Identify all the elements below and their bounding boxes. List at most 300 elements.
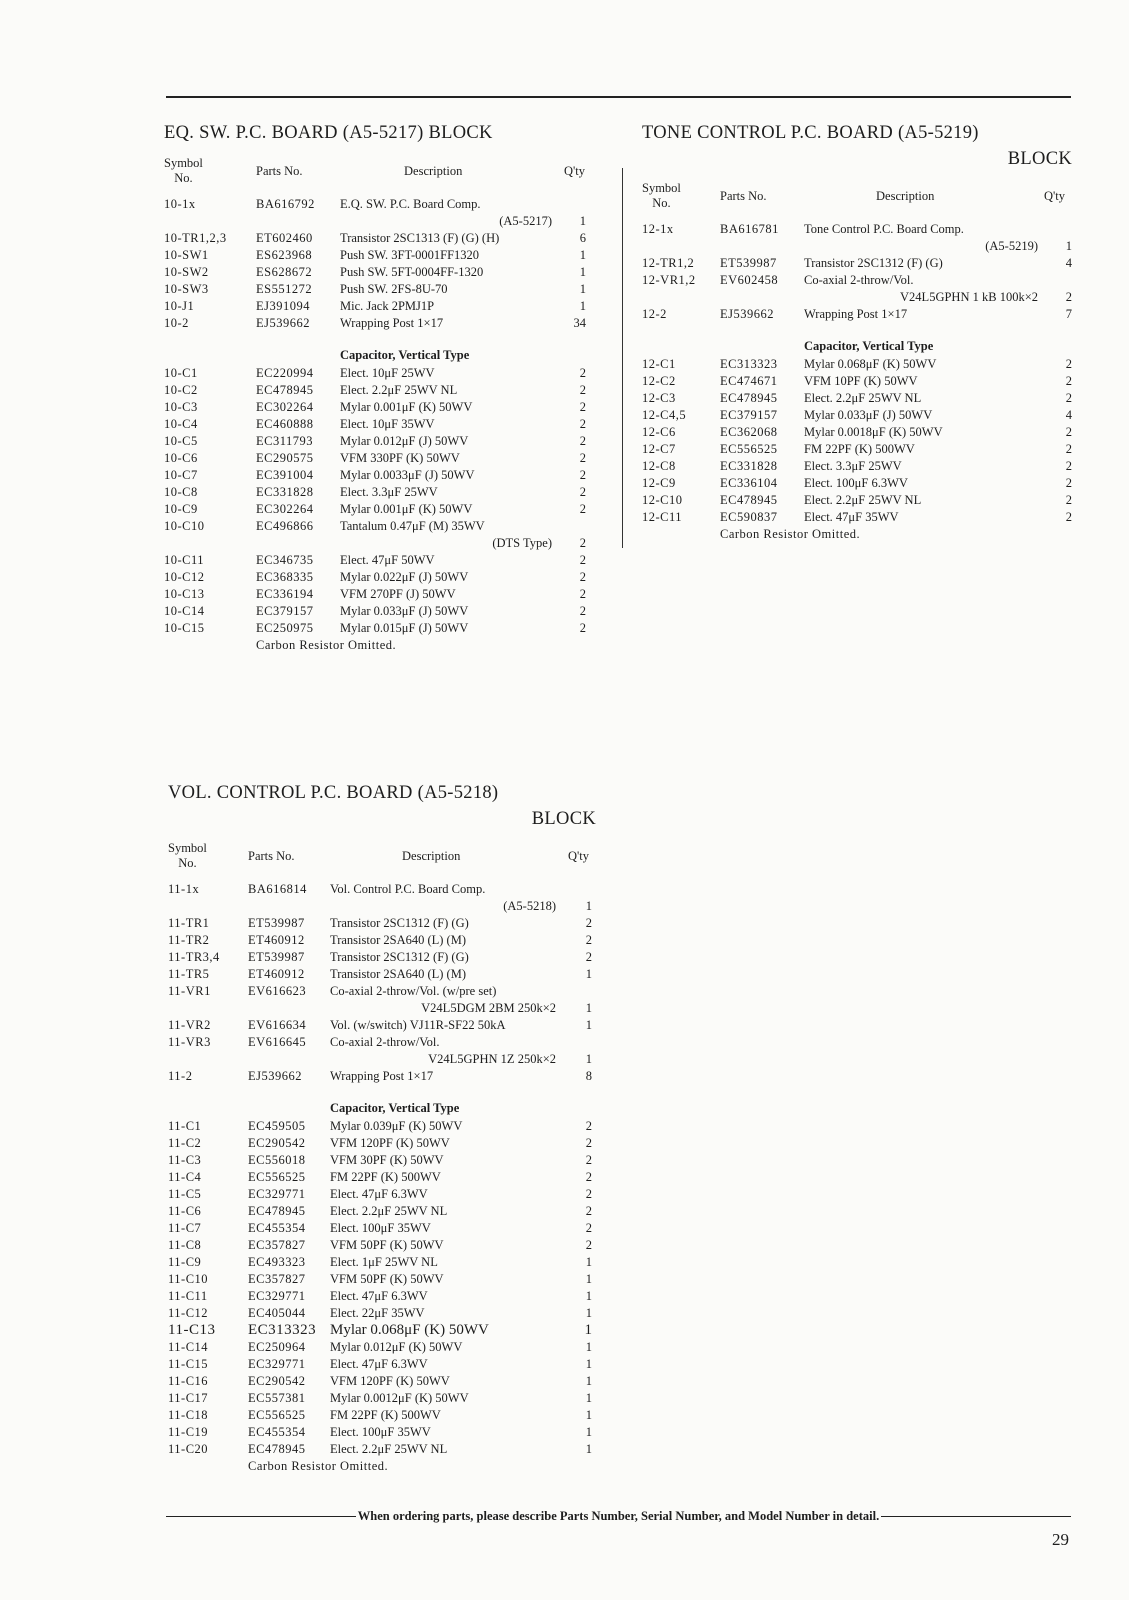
parts-row [164,281,592,298]
symbol-no: 10-C3 [164,400,198,414]
symbol-no: 12-C11 [642,510,683,524]
parts-row [168,1203,596,1220]
parts-row [168,915,596,932]
description: Push SW. 5FT-0004FF-1320 [340,265,484,279]
quantity: 1 [579,299,586,313]
description: (A5-5217) [499,214,552,228]
quantity: 2 [1065,493,1072,507]
parts-no: ET539987 [720,256,777,270]
parts-no: EC346735 [256,553,314,567]
parts-no: ES623968 [256,248,313,262]
quantity: 1 [579,248,586,262]
description: Elect. 1μF 25WV NL [330,1255,438,1269]
quantity: 2 [1065,357,1072,371]
quantity: 2 [579,587,586,601]
symbol-no: 10-2 [164,316,189,330]
symbol-no: 10-SW1 [164,248,209,262]
symbol-no: 11-TR5 [168,967,210,981]
description: Wrapping Post 1×17 [330,1069,434,1083]
parts-no: EC478945 [248,1204,306,1218]
parts-no: EC379157 [720,408,778,422]
parts-row [164,399,592,416]
parts-no: EC250964 [248,1340,306,1354]
subheading-text: Capacitor, Vertical Type [804,339,934,353]
quantity: 2 [585,1136,592,1150]
parts-row [168,1068,596,1085]
parts-list [168,879,596,1475]
parts-row [168,1288,596,1305]
description: Mylar 0.0018μF (K) 50WV [804,425,943,439]
parts-row [642,407,1072,424]
symbol-header: Symbol No. [168,841,207,870]
quantity: 1 [585,899,592,913]
parts-row [164,196,592,213]
quantity: 2 [579,502,586,516]
symbol-no: 11-C6 [168,1204,202,1218]
parts-row [642,373,1072,390]
parts-row-continued [642,526,1072,543]
qty-header: Q'ty [564,164,586,178]
description: Mylar 0.033μF (J) 50WV [340,604,469,618]
description: FM 22PF (K) 500WV [330,1408,441,1422]
description: Elect. 47μF 35WV [804,510,899,524]
quantity: 34 [573,316,586,330]
parts-row [164,467,592,484]
description-header: Description [402,849,461,863]
parts-row [168,1373,596,1390]
parts-row [642,255,1072,272]
parts-no: EC368335 [256,570,314,584]
column-header [168,841,596,879]
symbol-no: 11-C16 [168,1374,209,1388]
description-header: Description [876,189,935,203]
description: VFM 270PF (J) 50WV [340,587,456,601]
parts-no: EV616645 [248,1035,307,1049]
description: (A5-5219) [985,239,1038,253]
parts-no: EC329771 [248,1357,306,1371]
quantity: 1 [585,1272,592,1286]
description: VFM 10PF (K) 50WV [804,374,918,388]
quantity: 1 [585,1357,592,1371]
quantity: 1 [585,1289,592,1303]
parts-no: EC405044 [248,1306,306,1320]
description: Elect. 100μF 6.3WV [804,476,908,490]
symbol-no: 11-TR1 [168,916,210,930]
block-title: TONE CONTROL P.C. BOARD (A5-5219) [642,123,979,143]
description: Transistor 2SC1312 (F) (G) [330,916,469,930]
description: Vol. Control P.C. Board Comp. [330,882,486,896]
quantity: 2 [579,621,586,635]
description: V24L5GPHN 1Z 250k×2 [428,1052,556,1066]
description: Mylar 0.033μF (J) 50WV [804,408,933,422]
parts-list [642,219,1072,543]
quantity: 2 [585,916,592,930]
symbol-no: 11-VR2 [168,1018,211,1032]
description: VFM 50PF (K) 50WV [330,1272,444,1286]
symbol-no: 10-C5 [164,434,198,448]
quantity: 1 [585,1306,592,1320]
symbol-no: 11-C8 [168,1238,202,1252]
parts-no: ET539987 [248,916,305,930]
parts-row [168,1135,596,1152]
quantity: 2 [585,1170,592,1184]
parts-row [642,492,1072,509]
tone-control-board-block [642,120,1072,543]
quantity: 7 [1065,307,1072,321]
quantity: 2 [579,451,586,465]
parts-row [168,1339,596,1356]
symbol-no: 10-C6 [164,451,198,465]
quantity: 1 [585,967,592,981]
subheading-text: Capacitor, Vertical Type [340,348,470,362]
symbol-no: 12-C2 [642,374,676,388]
symbol-no: 12-C10 [642,493,683,507]
parts-no: BA616814 [248,882,307,896]
parts-no: EC556525 [248,1408,306,1422]
description: Mic. Jack 2PMJ1P [340,299,435,313]
description: Elect. 10μF 25WV [340,366,435,380]
symbol-no: 12-C9 [642,476,676,490]
symbol-no: 12-C8 [642,459,676,473]
parts-header: Parts No. [248,849,295,863]
quantity: 2 [585,1238,592,1252]
quantity: 8 [585,1069,592,1083]
block-title: EQ. SW. P.C. BOARD (A5-5217) BLOCK [164,123,493,143]
parts-header: Parts No. [256,164,303,178]
parts-row [642,509,1072,526]
parts-row [168,1220,596,1237]
description: Elect. 2.2μF 25WV NL [330,1204,448,1218]
description: Wrapping Post 1×17 [340,316,444,330]
parts-row [642,458,1072,475]
ordering-note-text: When ordering parts, please describe Parts Number, Serial Number, and Model Number in detail. [357,1508,880,1523]
footer-rule-left [166,1516,356,1517]
parts-row [164,552,592,569]
qty-header: Q'ty [568,849,590,863]
parts-no: EC455354 [248,1425,306,1439]
ordering-note [166,1506,1071,1526]
quantity: 1 [585,1340,592,1354]
quantity: 2 [1065,476,1072,490]
parts-no: EC311793 [256,434,314,448]
parts-no: EC336194 [256,587,314,601]
symbol-no: 11-C4 [168,1170,202,1184]
quantity: 2 [1065,290,1072,304]
parts-row [164,620,592,637]
quantity: 2 [579,400,586,414]
parts-row [168,881,596,898]
description: Vol. (w/switch) VJ11R-SF22 50kA [330,1018,506,1032]
parts-no: EV616634 [248,1018,307,1032]
symbol-no: 10-C15 [164,621,205,635]
description: V24L5DGM 2BM 250k×2 [421,1001,556,1015]
description: (A5-5218) [503,899,556,913]
parts-row [164,365,592,382]
quantity: 2 [579,604,586,618]
parts-row [168,1254,596,1271]
description: Elect. 47μF 6.3WV [330,1187,428,1201]
parts-row [168,1169,596,1186]
symbol-no: 11-C19 [168,1425,209,1439]
symbol-no: 11-C20 [168,1442,209,1456]
parts-row [642,356,1072,373]
parts-no: EC290542 [248,1136,306,1150]
parts-row [164,501,592,518]
parts-no: ET602460 [256,231,313,245]
description: Mylar 0.0012μF (K) 50WV [330,1391,469,1405]
description: Push SW. 3FT-0001FF1320 [340,248,480,262]
description: Elect. 10μF 35WV [340,417,435,431]
parts-row [164,569,592,586]
parts-row [168,983,596,1000]
parts-no: BA616792 [256,197,315,211]
quantity: 1 [585,1408,592,1422]
quantity: 2 [579,468,586,482]
parts-no: EC313323 [248,1322,317,1338]
section-subheading [168,1099,596,1118]
parts-row [642,441,1072,458]
qty-header: Q'ty [1044,189,1066,203]
symbol-no: 10-C4 [164,417,198,431]
parts-row [164,450,592,467]
quantity: 2 [1065,510,1072,524]
description: Elect. 2.2μF 25WV NL [804,493,922,507]
symbol-no: 11-C7 [168,1221,202,1235]
parts-no: EC290542 [248,1374,306,1388]
symbol-no: 12-2 [642,307,667,321]
parts-row [168,1152,596,1169]
quantity: 2 [579,485,586,499]
quantity: 1 [585,1391,592,1405]
description: FM 22PF (K) 500WV [330,1170,441,1184]
symbol-no: 12-TR1,2 [642,256,695,270]
page-number: 29 [1052,1530,1069,1549]
parts-no: EC357827 [248,1238,306,1252]
parts-no: EC220994 [256,366,314,380]
parts-no: EC478945 [720,493,778,507]
parts-row [168,1305,596,1322]
parts-no: ET460912 [248,967,305,981]
symbol-no: 10-C2 [164,383,198,397]
description: Elect. 100μF 35WV [330,1221,431,1235]
column-header [164,156,592,194]
symbol-no: 11-C13 [168,1322,216,1338]
description: Mylar 0.015μF (J) 50WV [340,621,469,635]
quantity: 2 [585,1221,592,1235]
parts-row [164,586,592,603]
quantity: 2 [585,1153,592,1167]
quantity: 1 [585,1442,592,1456]
description: Elect. 47μF 6.3WV [330,1357,428,1371]
description: Elect. 47μF 50WV [340,553,435,567]
description: Co-axial 2-throw/Vol. [330,1035,440,1049]
symbol-no: 10-C8 [164,485,198,499]
block-title: VOL. CONTROL P.C. BOARD (A5-5218) [168,783,499,803]
description: Tone Control P.C. Board Comp. [804,222,964,236]
row-spacer [642,323,1072,337]
quantity: 6 [579,231,586,245]
description: E.Q. SW. P.C. Board Comp. [340,197,481,211]
row-spacer [164,332,592,346]
quantity: 1 [585,1052,592,1066]
symbol-no: 11-C1 [168,1119,202,1133]
symbol-no: 11-C9 [168,1255,202,1269]
parts-no: EV602458 [720,273,779,287]
parts-row [164,298,592,315]
parts-no: EC302264 [256,400,314,414]
quantity: 2 [579,553,586,567]
quantity: 1 [579,265,586,279]
symbol-no: 10-C7 [164,468,198,482]
description: Elect. 47μF 6.3WV [330,1289,428,1303]
quantity: 2 [1065,425,1072,439]
description: Mylar 0.012μF (K) 50WV [330,1340,463,1354]
parts-row [642,475,1072,492]
symbol-no: 11-1x [168,882,200,896]
quantity: 4 [1065,408,1072,422]
description: Co-axial 2-throw/Vol. (w/pre set) [330,984,497,998]
eq-sw-board-block [164,120,592,654]
parts-row [168,932,596,949]
parts-no: EC460888 [256,417,314,431]
quantity: 2 [1065,374,1072,388]
column-divider [622,168,623,548]
symbol-no: 11-C17 [168,1391,209,1405]
parts-no: Carbon Resistor Omitted. [248,1459,389,1473]
quantity: 2 [585,950,592,964]
parts-no: EC313323 [720,357,778,371]
symbol-header: Symbol No. [164,156,203,185]
symbol-no: 11-TR3,4 [168,950,220,964]
description: Tantalum 0.47μF (M) 35WV [340,519,485,533]
description: Mylar 0.039μF (K) 50WV [330,1119,463,1133]
quantity: 2 [579,570,586,584]
block-title-continued: BLOCK [1007,149,1072,169]
quantity: 2 [579,536,586,550]
parts-no: EC474671 [720,374,778,388]
parts-row-continued [164,637,592,654]
quantity: 2 [1065,442,1072,456]
parts-no: EC557381 [248,1391,306,1405]
parts-no: EC455354 [248,1221,306,1235]
symbol-no: 10-C11 [164,553,205,567]
description: Elect. 3.3μF 25WV [804,459,902,473]
parts-no: ES551272 [256,282,313,296]
quantity: 1 [585,1255,592,1269]
quantity: 2 [585,933,592,947]
description: Mylar 0.012μF (J) 50WV [340,434,469,448]
parts-row [642,424,1072,441]
symbol-no: 10-C1 [164,366,198,380]
symbol-no: 10-C9 [164,502,198,516]
quantity: 4 [1065,256,1072,270]
parts-no: EC250975 [256,621,314,635]
subheading-text: Capacitor, Vertical Type [330,1101,460,1115]
parts-no: EJ539662 [720,307,774,321]
quantity: 2 [585,1204,592,1218]
section-subheading [164,346,592,365]
symbol-no: 12-1x [642,222,674,236]
quantity: 1 [585,1425,592,1439]
parts-row [168,1322,596,1339]
symbol-no: 10-C12 [164,570,205,584]
parts-row-continued [168,1000,596,1017]
parts-row [168,1441,596,1458]
footer-rule-right [881,1516,1071,1517]
description: Elect. 2.2μF 25WV NL [804,391,922,405]
parts-row [164,416,592,433]
symbol-no: 11-2 [168,1069,193,1083]
symbol-no: 10-TR1,2,3 [164,231,227,245]
description: Transistor 2SC1313 (F) (G) (H) [340,231,500,245]
parts-no: EC357827 [248,1272,306,1286]
top-rule [166,96,1071,98]
parts-row [168,1186,596,1203]
parts-row-continued [642,289,1072,306]
description: FM 22PF (K) 500WV [804,442,915,456]
description: VFM 120PF (K) 50WV [330,1136,450,1150]
symbol-no: 11-C11 [168,1289,208,1303]
parts-no: EC459505 [248,1119,306,1133]
description: VFM 50PF (K) 50WV [330,1238,444,1252]
description: Elect. 2.2μF 25WV NL [340,383,458,397]
parts-row-continued [164,213,592,230]
block-title-continued: BLOCK [531,809,596,829]
parts-row-continued [168,898,596,915]
symbol-no: 11-C15 [168,1357,209,1371]
parts-row [642,306,1072,323]
description: V24L5GPHN 1 kB 100k×2 [900,290,1038,304]
description: Mylar 0.001μF (K) 50WV [340,400,473,414]
parts-no: ET460912 [248,933,305,947]
description: Co-axial 2-throw/Vol. [804,273,914,287]
parts-row [168,1237,596,1254]
parts-row [168,949,596,966]
parts-row [168,1390,596,1407]
parts-no: EJ391094 [256,299,310,313]
parts-row [164,433,592,450]
description: Elect. 100μF 35WV [330,1425,431,1439]
parts-row [164,230,592,247]
description: Mylar 0.068μF (K) 50WV [804,357,937,371]
parts-no: EC496866 [256,519,314,533]
parts-no: EC556525 [248,1170,306,1184]
symbol-no: 11-C14 [168,1340,209,1354]
parts-no: EJ539662 [256,316,310,330]
quantity: 1 [585,1001,592,1015]
symbol-no: 12-C1 [642,357,676,371]
description: Elect. 22μF 35WV [330,1306,425,1320]
parts-no: EC478945 [720,391,778,405]
symbol-no: 12-VR1,2 [642,273,696,287]
symbol-no: 10-C14 [164,604,205,618]
quantity: 1 [584,1322,592,1338]
symbol-no: 11-VR1 [168,984,211,998]
symbol-no: 10-1x [164,197,196,211]
quantity: 2 [579,417,586,431]
parts-row-continued [168,1458,596,1475]
parts-row [168,966,596,983]
parts-no: EC302264 [256,502,314,516]
parts-row [168,1407,596,1424]
symbol-header: Symbol No. [642,181,681,210]
row-spacer [168,1085,596,1099]
description: Transistor 2SC1312 (F) (G) [330,950,469,964]
symbol-no: 11-C2 [168,1136,202,1150]
parts-no: EJ539662 [248,1069,302,1083]
parts-row [168,1017,596,1034]
parts-no: EC590837 [720,510,778,524]
